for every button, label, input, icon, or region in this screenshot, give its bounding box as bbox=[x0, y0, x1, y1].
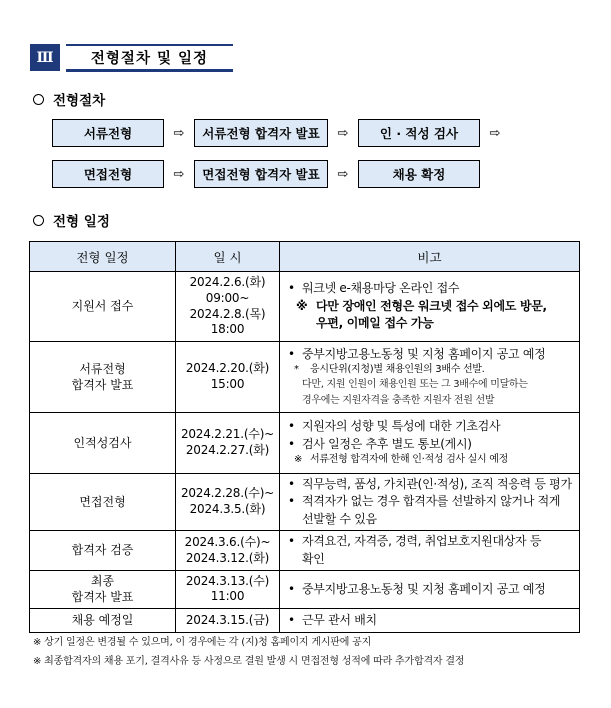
stage-label: 서류전형 bbox=[79, 361, 126, 376]
note-text: 중부지방고용노동청 및 지청 홈페이지 공고 예정 bbox=[302, 581, 546, 596]
date-line: 2024.3.13.(수) bbox=[185, 573, 270, 588]
date-line: 2024.3.6.(수)~ bbox=[184, 534, 271, 549]
process-flow-row-1 bbox=[52, 119, 510, 147]
circle-bullet-icon bbox=[33, 215, 44, 226]
stage-cell bbox=[30, 413, 176, 474]
date-cell bbox=[176, 272, 280, 342]
stage-label: 합격자 검증 bbox=[71, 543, 134, 558]
date-line: 2024.3.5.(화) bbox=[189, 502, 266, 517]
stage-cell bbox=[30, 531, 176, 571]
bullet-icon: • bbox=[288, 612, 295, 627]
date-line: 11:00 bbox=[210, 589, 245, 604]
date-line: 09:00~ bbox=[205, 290, 250, 305]
date-line: 2024.3.15.(금) bbox=[185, 612, 270, 627]
notes-cell bbox=[280, 413, 580, 474]
date-line: 2024.2.21.(수)~ bbox=[180, 427, 275, 442]
step-hiring-confirmed: 채용 확정 bbox=[358, 160, 480, 188]
note-line bbox=[288, 436, 573, 453]
stage-label: 지원서 접수 bbox=[71, 299, 134, 314]
bullet-icon: • bbox=[288, 419, 295, 434]
schedule-heading bbox=[33, 210, 110, 230]
stage-label: 인적성검사 bbox=[73, 435, 132, 450]
date-line: 2024.2.8.(목) bbox=[189, 306, 266, 321]
note-text: 우편, 이메일 접수 가능 bbox=[316, 316, 434, 331]
arrow-icon: ⇨ bbox=[173, 125, 185, 141]
process-heading bbox=[33, 89, 105, 109]
arrow-icon: ⇨ bbox=[173, 166, 185, 182]
bullet-icon: • bbox=[288, 436, 295, 451]
note-line bbox=[288, 377, 573, 393]
note-text: 중부지방고용노동청 및 지청 홈페이지 공고 예정 bbox=[302, 346, 546, 361]
note-text: 검사 일정은 추후 별도 통보(게시) bbox=[302, 436, 472, 451]
notes-cell bbox=[280, 608, 580, 632]
note-text: 선발할 수 있음 bbox=[302, 511, 377, 526]
note-text: 다만, 지원 인원이 채용인원 또는 그 3배수에 미달하는 bbox=[302, 379, 528, 391]
process-flow-row-2 bbox=[52, 160, 480, 188]
notes-cell bbox=[280, 570, 580, 608]
footnote: ※ 상기 일정은 변경될 수 있으며, 이 경우에는 각 (지)청 홈페이지 게시판에 공지 bbox=[33, 637, 372, 648]
section-number: Ⅲ bbox=[30, 44, 60, 71]
step-interview: 면접전형 bbox=[52, 160, 164, 188]
table-row bbox=[30, 608, 580, 632]
reference-mark-icon: ※ bbox=[294, 454, 303, 466]
stage-cell bbox=[30, 608, 176, 632]
notes-cell bbox=[280, 342, 580, 413]
table-row bbox=[30, 272, 580, 342]
date-cell bbox=[176, 342, 280, 413]
bullet-icon: • bbox=[288, 281, 295, 296]
note-line bbox=[288, 346, 573, 363]
asterisk-icon: * bbox=[294, 363, 299, 375]
note-text: 자격요건, 자격증, 경력, 취업보호지원대상자 등 bbox=[302, 534, 542, 549]
step-document-screening: 서류전형 bbox=[52, 119, 164, 147]
note-line bbox=[288, 453, 573, 468]
note-line bbox=[288, 476, 573, 493]
bullet-icon: • bbox=[288, 346, 295, 361]
date-line: 2024.3.12.(화) bbox=[185, 550, 270, 565]
stage-cell bbox=[30, 474, 176, 531]
note-line bbox=[288, 581, 573, 598]
date-line: 2024.2.27.(화) bbox=[185, 443, 270, 457]
date-line: 2024.2.28.(수)~ bbox=[180, 486, 275, 501]
date-cell bbox=[176, 474, 280, 531]
arrow-icon: ⇨ bbox=[489, 125, 501, 141]
note-line bbox=[288, 298, 573, 315]
table-row bbox=[30, 531, 580, 571]
note-line bbox=[288, 533, 573, 550]
note-text: 직무능력, 품성, 가치관(인·적성), 조직 적응력 등 평가 bbox=[302, 477, 572, 491]
arrow-icon: ⇨ bbox=[337, 125, 349, 141]
stage-label: 최종 bbox=[90, 574, 115, 589]
section-title-bottom-rule bbox=[66, 69, 233, 72]
date-line: 2024.2.6.(화) bbox=[189, 275, 266, 290]
bullet-icon: • bbox=[288, 494, 295, 509]
step-interview-result: 면접전형 합격자 발표 bbox=[194, 160, 328, 188]
table-row bbox=[30, 474, 580, 531]
note-text: 다만 장애인 전형은 워크넷 접수 외에도 방문, bbox=[316, 298, 547, 313]
column-header-notes: 비고 bbox=[280, 242, 580, 272]
stage-label: 합격자 발표 bbox=[71, 590, 134, 605]
step-aptitude-test: 인 · 적성 검사 bbox=[358, 119, 480, 147]
note-line bbox=[288, 551, 573, 568]
note-line bbox=[288, 363, 573, 378]
section-header bbox=[30, 44, 233, 71]
schedule-heading-label: 전형 일정 bbox=[53, 214, 110, 230]
date-line: 2024.2.20.(화) bbox=[185, 361, 270, 376]
note-line bbox=[288, 393, 573, 409]
circle-bullet-icon bbox=[33, 94, 44, 105]
note-text: 워크넷 e-채용마당 온라인 접수 bbox=[302, 281, 460, 296]
stage-label: 채용 예정일 bbox=[71, 613, 134, 628]
column-header-stage: 전형 일정 bbox=[30, 242, 176, 272]
notes-cell bbox=[280, 474, 580, 531]
section-title: 전형절차 및 일정 bbox=[90, 51, 209, 67]
schedule-table bbox=[29, 241, 580, 633]
note-line bbox=[288, 511, 573, 528]
bullet-icon: • bbox=[288, 477, 295, 491]
notes-cell bbox=[280, 272, 580, 342]
note-text: 경우에는 지원자격을 충족한 지원자 전원 선발 bbox=[302, 394, 495, 406]
bullet-icon: • bbox=[288, 581, 295, 596]
notes-cell bbox=[280, 531, 580, 571]
date-cell bbox=[176, 413, 280, 474]
table-row bbox=[30, 413, 580, 474]
column-header-date: 일 시 bbox=[176, 242, 280, 272]
table-row bbox=[30, 342, 580, 413]
note-line bbox=[288, 315, 573, 332]
process-heading-label: 전형절차 bbox=[53, 93, 106, 109]
stage-cell bbox=[30, 570, 176, 608]
date-cell bbox=[176, 531, 280, 571]
date-cell bbox=[176, 570, 280, 608]
note-text: 지원자의 성향 및 특성에 대한 기초검사 bbox=[302, 419, 501, 434]
note-line bbox=[288, 493, 573, 510]
date-cell bbox=[176, 608, 280, 632]
stage-cell bbox=[30, 272, 176, 342]
note-line bbox=[288, 612, 573, 629]
stage-label: 면접전형 bbox=[79, 494, 126, 509]
date-line: 15:00 bbox=[210, 377, 245, 391]
stage-label: 합격자 발표 bbox=[71, 378, 134, 392]
note-text: 서류전형 합격자에 한해 인·적성 검사 실시 예정 bbox=[310, 454, 508, 466]
note-text: 적격자가 없는 경우 합격자를 선발하지 않거나 적게 bbox=[302, 494, 561, 509]
bullet-icon: • bbox=[288, 534, 295, 549]
footnote: ※ 최종합격자의 채용 포기, 결격사유 등 사정으로 결원 발생 시 면접전형 성적에 따라 추가합격자 결정 bbox=[33, 656, 465, 667]
date-line: 18:00 bbox=[210, 322, 245, 337]
note-text: 확인 bbox=[302, 551, 325, 566]
note-text: 응시단위(지청)별 채용인원의 3배수 선발. bbox=[310, 363, 485, 375]
note-line bbox=[288, 418, 573, 435]
arrow-icon: ⇨ bbox=[337, 166, 349, 182]
note-line bbox=[288, 280, 573, 297]
table-header-row bbox=[30, 242, 580, 272]
table-row bbox=[30, 570, 580, 608]
step-document-result: 서류전형 합격자 발표 bbox=[194, 119, 328, 147]
stage-cell bbox=[30, 342, 176, 413]
note-text: 근무 관서 배치 bbox=[302, 612, 377, 627]
reference-mark-icon: ※ bbox=[296, 298, 308, 313]
